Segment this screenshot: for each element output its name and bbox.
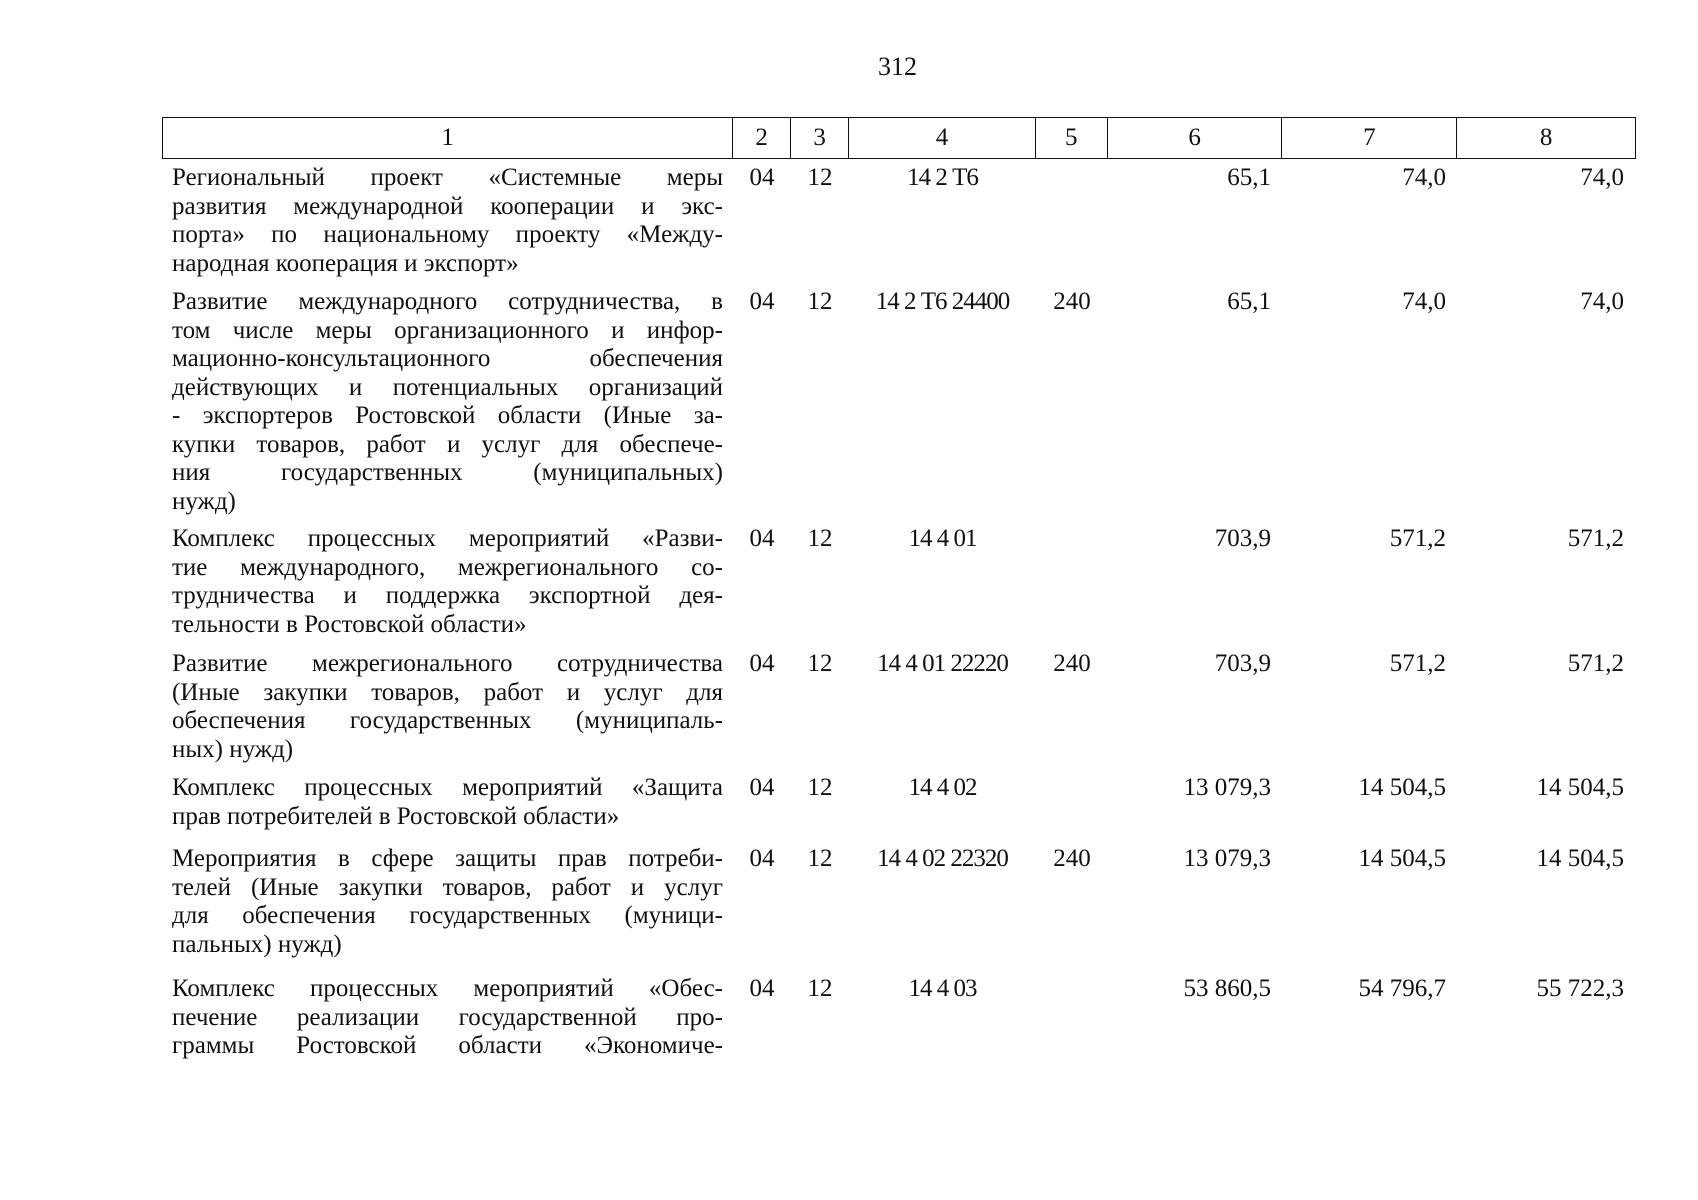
row-name-line: том числе меры организационного и инфор- [172,316,723,344]
subsection-code: 12 [807,525,833,552]
subsection-code: 12 [807,650,833,677]
target-article-code: 14 4 01 22220 [877,650,1008,677]
row-name-line: Комплекс процессных мероприятий «Разви- [172,525,723,552]
row-name-line: для обеспечения государственных (муници- [172,902,723,929]
amount-col-6: 53 860,5 [1183,975,1271,1002]
table-row [162,650,1636,764]
amount-col-8: 14 504,5 [1536,845,1624,872]
row-name-line: развития международной кооперации и экс- [172,192,723,220]
amount-col-8: 55 722,3 [1536,975,1624,1002]
amount-col-7: 14 504,5 [1358,845,1446,872]
column-header-5: 5 [1036,118,1108,158]
row-name-line: ных) нужд) [172,735,294,763]
amount-col-6: 65,1 [1227,164,1271,191]
row-name-line: порта» по национальному проекту «Между- [172,221,723,248]
table-row [162,525,1636,639]
subsection-code: 12 [807,975,833,1002]
subsection-code: 12 [807,774,833,801]
row-name-line: Развитие межрегионального сотрудничества [172,650,723,677]
row-name-line: Региональный проект «Системные меры [172,164,723,191]
section-code: 04 [749,288,775,315]
amount-col-6: 703,9 [1214,525,1271,552]
amount-col-6: 13 079,3 [1183,774,1271,801]
amount-col-6: 13 079,3 [1183,845,1271,872]
target-article-code: 14 2 Т6 24400 [875,288,1010,315]
row-name-line: нужд) [172,487,236,515]
row-name-line: ния государственных (муниципальных) [172,459,723,486]
amount-col-6: 65,1 [1227,288,1271,315]
table-row [162,975,1636,1061]
amount-col-8: 74,0 [1580,288,1624,315]
row-name-line: обеспечения государственных (муниципаль- [172,707,723,734]
row-name-line: Развитие международного сотрудничества, в [172,288,723,315]
amount-col-7: 74,0 [1402,164,1446,191]
row-name [162,845,733,959]
table-row [162,774,1636,831]
row-name-line: тельности в Ростовской области» [172,610,527,638]
row-name-line: печение реализации государственной про- [172,1003,723,1031]
section-code: 04 [749,164,775,191]
target-article-code: 14 4 02 [908,774,977,801]
row-name-line: граммы Ростовской области «Экономиче- [172,1032,723,1059]
column-header-6: 6 [1108,118,1283,158]
row-name-line: пальных) нужд) [172,930,342,958]
column-header-2: 2 [733,118,791,158]
expense-type-code [1036,975,1108,1061]
page-number: 312 [878,52,917,81]
section-code: 04 [749,525,775,552]
amount-col-8: 571,2 [1567,525,1624,552]
row-name [162,525,733,639]
subsection-code: 12 [807,845,833,872]
amount-col-7: 14 504,5 [1358,774,1446,801]
subsection-code: 12 [807,164,833,191]
section-code: 04 [749,975,775,1002]
table-header [162,117,1636,159]
row-name-line: (Иные закупки товаров, работ и услуг для [172,678,723,706]
column-header-3: 3 [791,118,849,158]
row-name [162,774,733,831]
section-code: 04 [749,774,775,801]
table-row [162,164,1636,278]
amount-col-6: 703,9 [1214,650,1271,677]
section-code: 04 [749,650,775,677]
column-header-1: 1 [163,118,733,158]
amount-col-7: 571,2 [1389,650,1446,677]
subsection-code: 12 [807,288,833,315]
expense-type-code: 240 [1053,845,1091,872]
row-name-line: тие международного, межрегионального со- [172,553,723,581]
row-name [162,164,733,278]
expense-type-code: 240 [1053,650,1091,677]
table-row [162,845,1636,959]
row-name-line: народная кооперация и экспорт» [172,249,519,277]
amount-col-8: 14 504,5 [1536,774,1624,801]
expense-type-code [1036,525,1108,639]
row-name-line: Комплекс процессных мероприятий «Обес- [172,975,723,1002]
target-article-code: 14 4 02 22320 [877,845,1008,872]
column-header-7: 7 [1282,118,1457,158]
row-name [162,288,733,516]
row-name [162,650,733,764]
table-row [162,288,1636,516]
row-name-line: трудничества и поддержка экспортной дея- [172,582,723,609]
row-name-line: купки товаров, работ и услуг для обеспече- [172,430,723,458]
row-name-line: Комплекс процессных мероприятий «Защита [172,774,723,801]
amount-col-8: 74,0 [1580,164,1624,191]
amount-col-7: 571,2 [1389,525,1446,552]
row-name-line: телей (Иные закупки товаров, работ и услуг [172,873,723,901]
row-name-line: - экспортеров Ростовской области (Иные за- [172,402,723,429]
row-name-line: мационно-консультационного обеспечения [172,345,723,372]
row-name-line: действующих и потенциальных организаций [172,373,723,401]
expense-type-code: 240 [1053,288,1091,315]
target-article-code: 14 4 01 [908,525,977,552]
expense-type-code [1036,774,1108,831]
column-header-4: 4 [849,118,1036,158]
amount-col-8: 571,2 [1567,650,1624,677]
column-header-8: 8 [1539,124,1553,151]
row-name-line: Мероприятия в сфере защиты прав потреби- [172,845,723,872]
row-name [162,975,733,1061]
section-code: 04 [749,845,775,872]
amount-col-7: 54 796,7 [1358,975,1446,1002]
target-article-code: 14 2 Т6 [907,164,978,191]
amount-col-7: 74,0 [1402,288,1446,315]
row-name-line: прав потребителей в Ростовской области» [172,802,620,830]
expense-type-code [1036,164,1108,278]
target-article-code: 14 4 03 [908,975,977,1002]
